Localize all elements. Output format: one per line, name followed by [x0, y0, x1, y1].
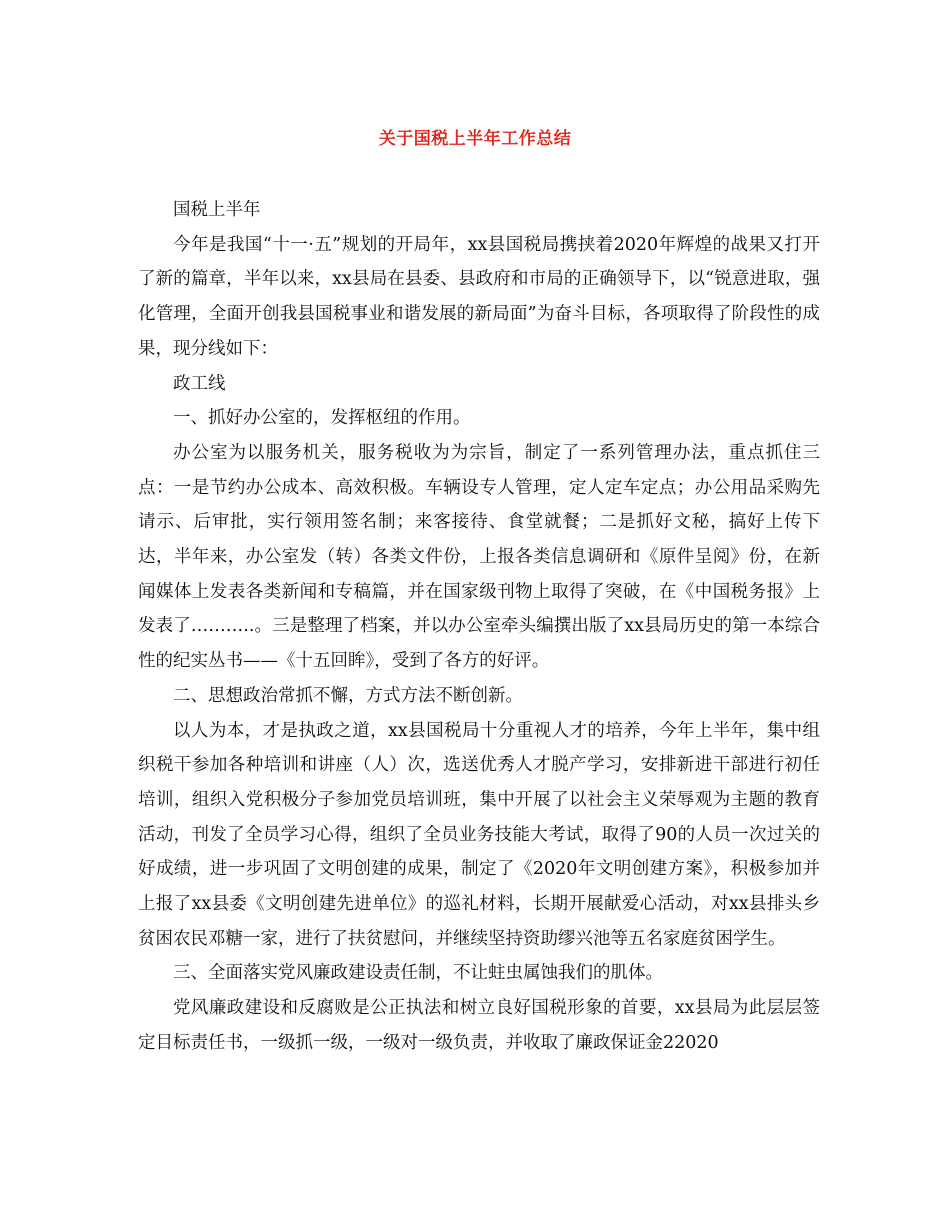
- paragraph-office: 办公室为以服务机关，服务税收为为宗旨，制定了一系列管理办法，重点抓住三点：一是节约办公成本、高效积极。车辆设专人管理，定人定车定点；办公用品采购先请示、后审批，实行领用签名制；来客接待、食堂就餐；二是抓好文秘，搞好上传下达，半年来，办公室发（转）各类文件份，上报各类信息调研和《原件呈阅》份，在新闻媒体上发表各类新闻和专稿篇，并在国家级刊物上取得了突破，在《中国税务报》上发表了………..。三是整理了档案，并以办公室牵头编撰出版了xx县局历史的第一本综合性的纪实丛书——《十五回眸》，受到了各方的好评。: [138, 442, 820, 672]
- section-heading: 政工线: [173, 373, 226, 394]
- paragraph-intro: 今年是我国“十一·五”规划的开局年，xx县国税局携挟着2020年辉煌的战果又打开了新的篇章，半年以来，xx县局在县委、县政府和市局的正确领导下，以“锐意进取，强化管理，全面开创我县国税事业和谐发展的新局面”为奋斗目标，各项取得了阶段性的成果，现分线如下：: [138, 234, 820, 359]
- paragraph-integrity: 党风廉政建设和反腐败是公正执法和树立良好国税形象的首要，xx县局为此层层签定目标责任书，一级抓一级，一级对一级负责，并收取了廉政保证金22020: [138, 998, 820, 1053]
- section-heading: 国税上半年: [173, 200, 261, 220]
- subsection-heading-3: 三、全面落实党风廉政建设责任制，不让蛀虫属蚀我们的肌体。: [173, 963, 663, 984]
- subsection-heading-2: 二、思想政治常抓不懈，方式方法不断创新。: [173, 685, 523, 706]
- document-title: 关于国税上半年工作总结: [378, 129, 572, 149]
- paragraph-training: 以人为本，才是执政之道，xx县国税局十分重视人才的培养，今年上半年，集中组织税干参加各种培训和讲座（人）次，选送优秀人才脱产学习，安排新进干部进行初任培训，组织入党积极分子参加党员培训班，集中开展了以社会主义荣辱观为主题的教育活动，刊发了全员学习心得，组织了全员业务技能大考试，取得了90的人员一次过关的好成绩，进一步巩固了文明创建的成果，制定了《2020年文明创建方案》，积极参加并上报了xx县委《文明创建先进单位》的巡礼材料，长期开展献爱心活动，对xx县排头乡贫困农民邓糖一家，进行了扶贫慰问，并继续坚持资助缪兴池等五名家庭贫困学生。: [138, 720, 820, 949]
- document-body: [138, 193, 820, 1061]
- subsection-heading-1: 一、抓好办公室的，发挥枢纽的作用。: [173, 408, 471, 429]
